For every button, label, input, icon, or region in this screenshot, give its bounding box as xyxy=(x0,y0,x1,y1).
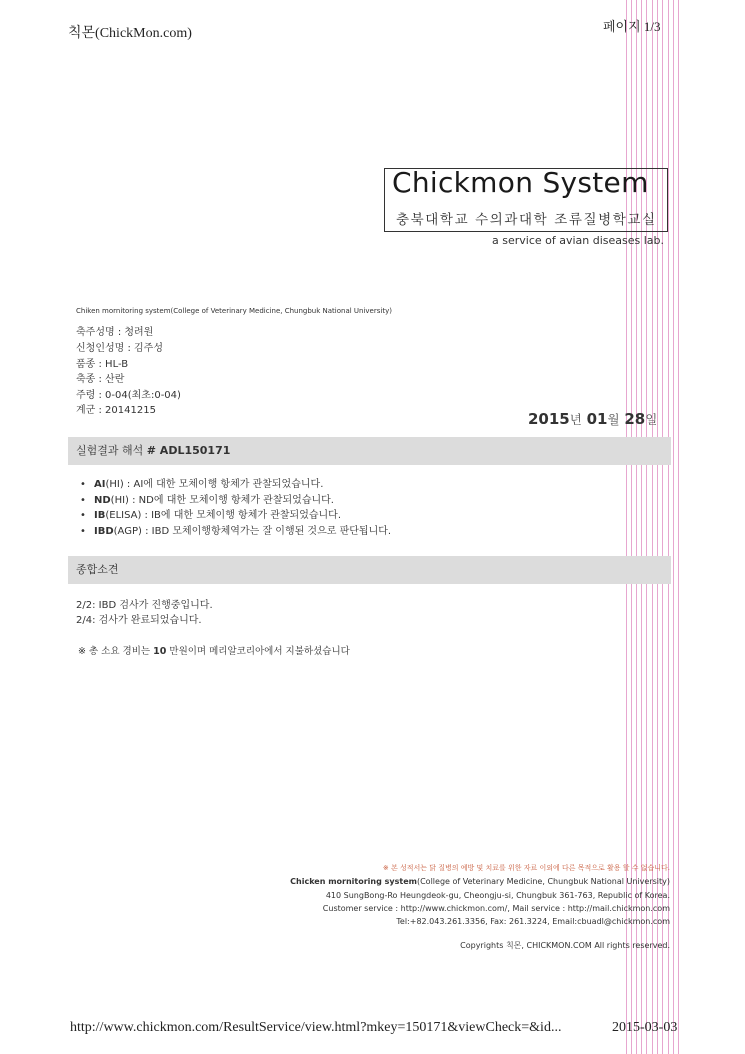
logo-service-line: a service of avian diseases lab. xyxy=(492,234,665,247)
results-id: # ADL150171 xyxy=(146,444,231,457)
print-footer-date: 2015-03-03 xyxy=(612,1020,678,1035)
logo-subtitle: 충북대학교 수의과대학 조류질병학교실 xyxy=(396,212,657,228)
result-item: • IBD(AGP) : IBD 모체이행항체역가는 잘 이행된 것으로 판단됩니다. xyxy=(80,526,392,537)
result-item: • IB(ELISA) : IB에 대한 모체이행 항체가 관찰되었습니다. xyxy=(80,510,342,521)
logo-title: Chickmon System xyxy=(392,166,649,199)
report-date: 2015년 01월 28일 xyxy=(528,410,658,428)
scan-line xyxy=(673,0,674,1054)
result-item: • AI(HI) : AI에 대한 모체이행 항체가 관찰되었습니다. xyxy=(80,479,324,490)
farm-breed: 품종 : HL-B xyxy=(76,359,129,370)
footer-organization: Chicken mornitoring system(College of Veterinary Medicine, Chungbuk National University) xyxy=(290,877,670,886)
print-footer-url: http://www.chickmon.com/ResultService/view.html?mkey=150171&viewCheck=&id... xyxy=(70,1020,562,1035)
result-item: • ND(HI) : ND에 대한 모체이행 항체가 관찰되었습니다. xyxy=(80,495,334,506)
organization-line: Chiken mornitoring system(College of Veterinary Medicine, Chungbuk National University) xyxy=(76,307,392,315)
footer-copyright: Copyrights 칙몬, CHICKMON.COM All rights reserved. xyxy=(460,941,670,950)
results-header xyxy=(68,437,671,465)
summary-note: 2/2: IBD 검사가 진행중입니다. xyxy=(76,600,213,611)
results-label: 실험결과 해석 xyxy=(76,444,144,457)
fee-note: ※ 총 소요 경비는 10 만원이며 메리알코리아에서 지불하셨습니다 xyxy=(78,646,350,657)
footer-warning: ※ 본 성적서는 닭 질병의 예방 및 치료를 위한 자료 이외에 다른 목적으로 활용 할 수 없습니다. xyxy=(382,864,670,872)
farm-type: 축종 : 산란 xyxy=(76,374,125,385)
farm-applicant: 신청인성명 : 김주성 xyxy=(76,343,164,354)
summary-note: 2/4: 검사가 완료되었습니다. xyxy=(76,615,202,626)
footer-contact: Tel:+82.043.261.3356, Fax: 261.3224, Email:cbuadl@chickmon.com xyxy=(396,917,670,926)
scan-line xyxy=(678,0,679,1054)
print-header-page: 페이지 1/3 xyxy=(603,19,661,34)
farm-owner: 축주성명 : 청려원 xyxy=(76,327,154,338)
farm-age: 주령 : 0-04(최초:0-04) xyxy=(76,390,181,401)
footer-service: Customer service : http://www.chickmon.com/, Mail service : http://mail.chickmon.com xyxy=(322,904,670,913)
farm-lot: 계군 : 20141215 xyxy=(76,405,156,416)
summary-header xyxy=(68,556,671,584)
summary-label: 종합소견 xyxy=(76,563,119,576)
footer-address: 410 SungBong-Ro Heungdeok-gu, Cheongju-si, Chungbuk 361-763, Republic of Korea. xyxy=(325,891,670,900)
print-header-site: 칙몬(ChickMon.com) xyxy=(68,26,192,41)
